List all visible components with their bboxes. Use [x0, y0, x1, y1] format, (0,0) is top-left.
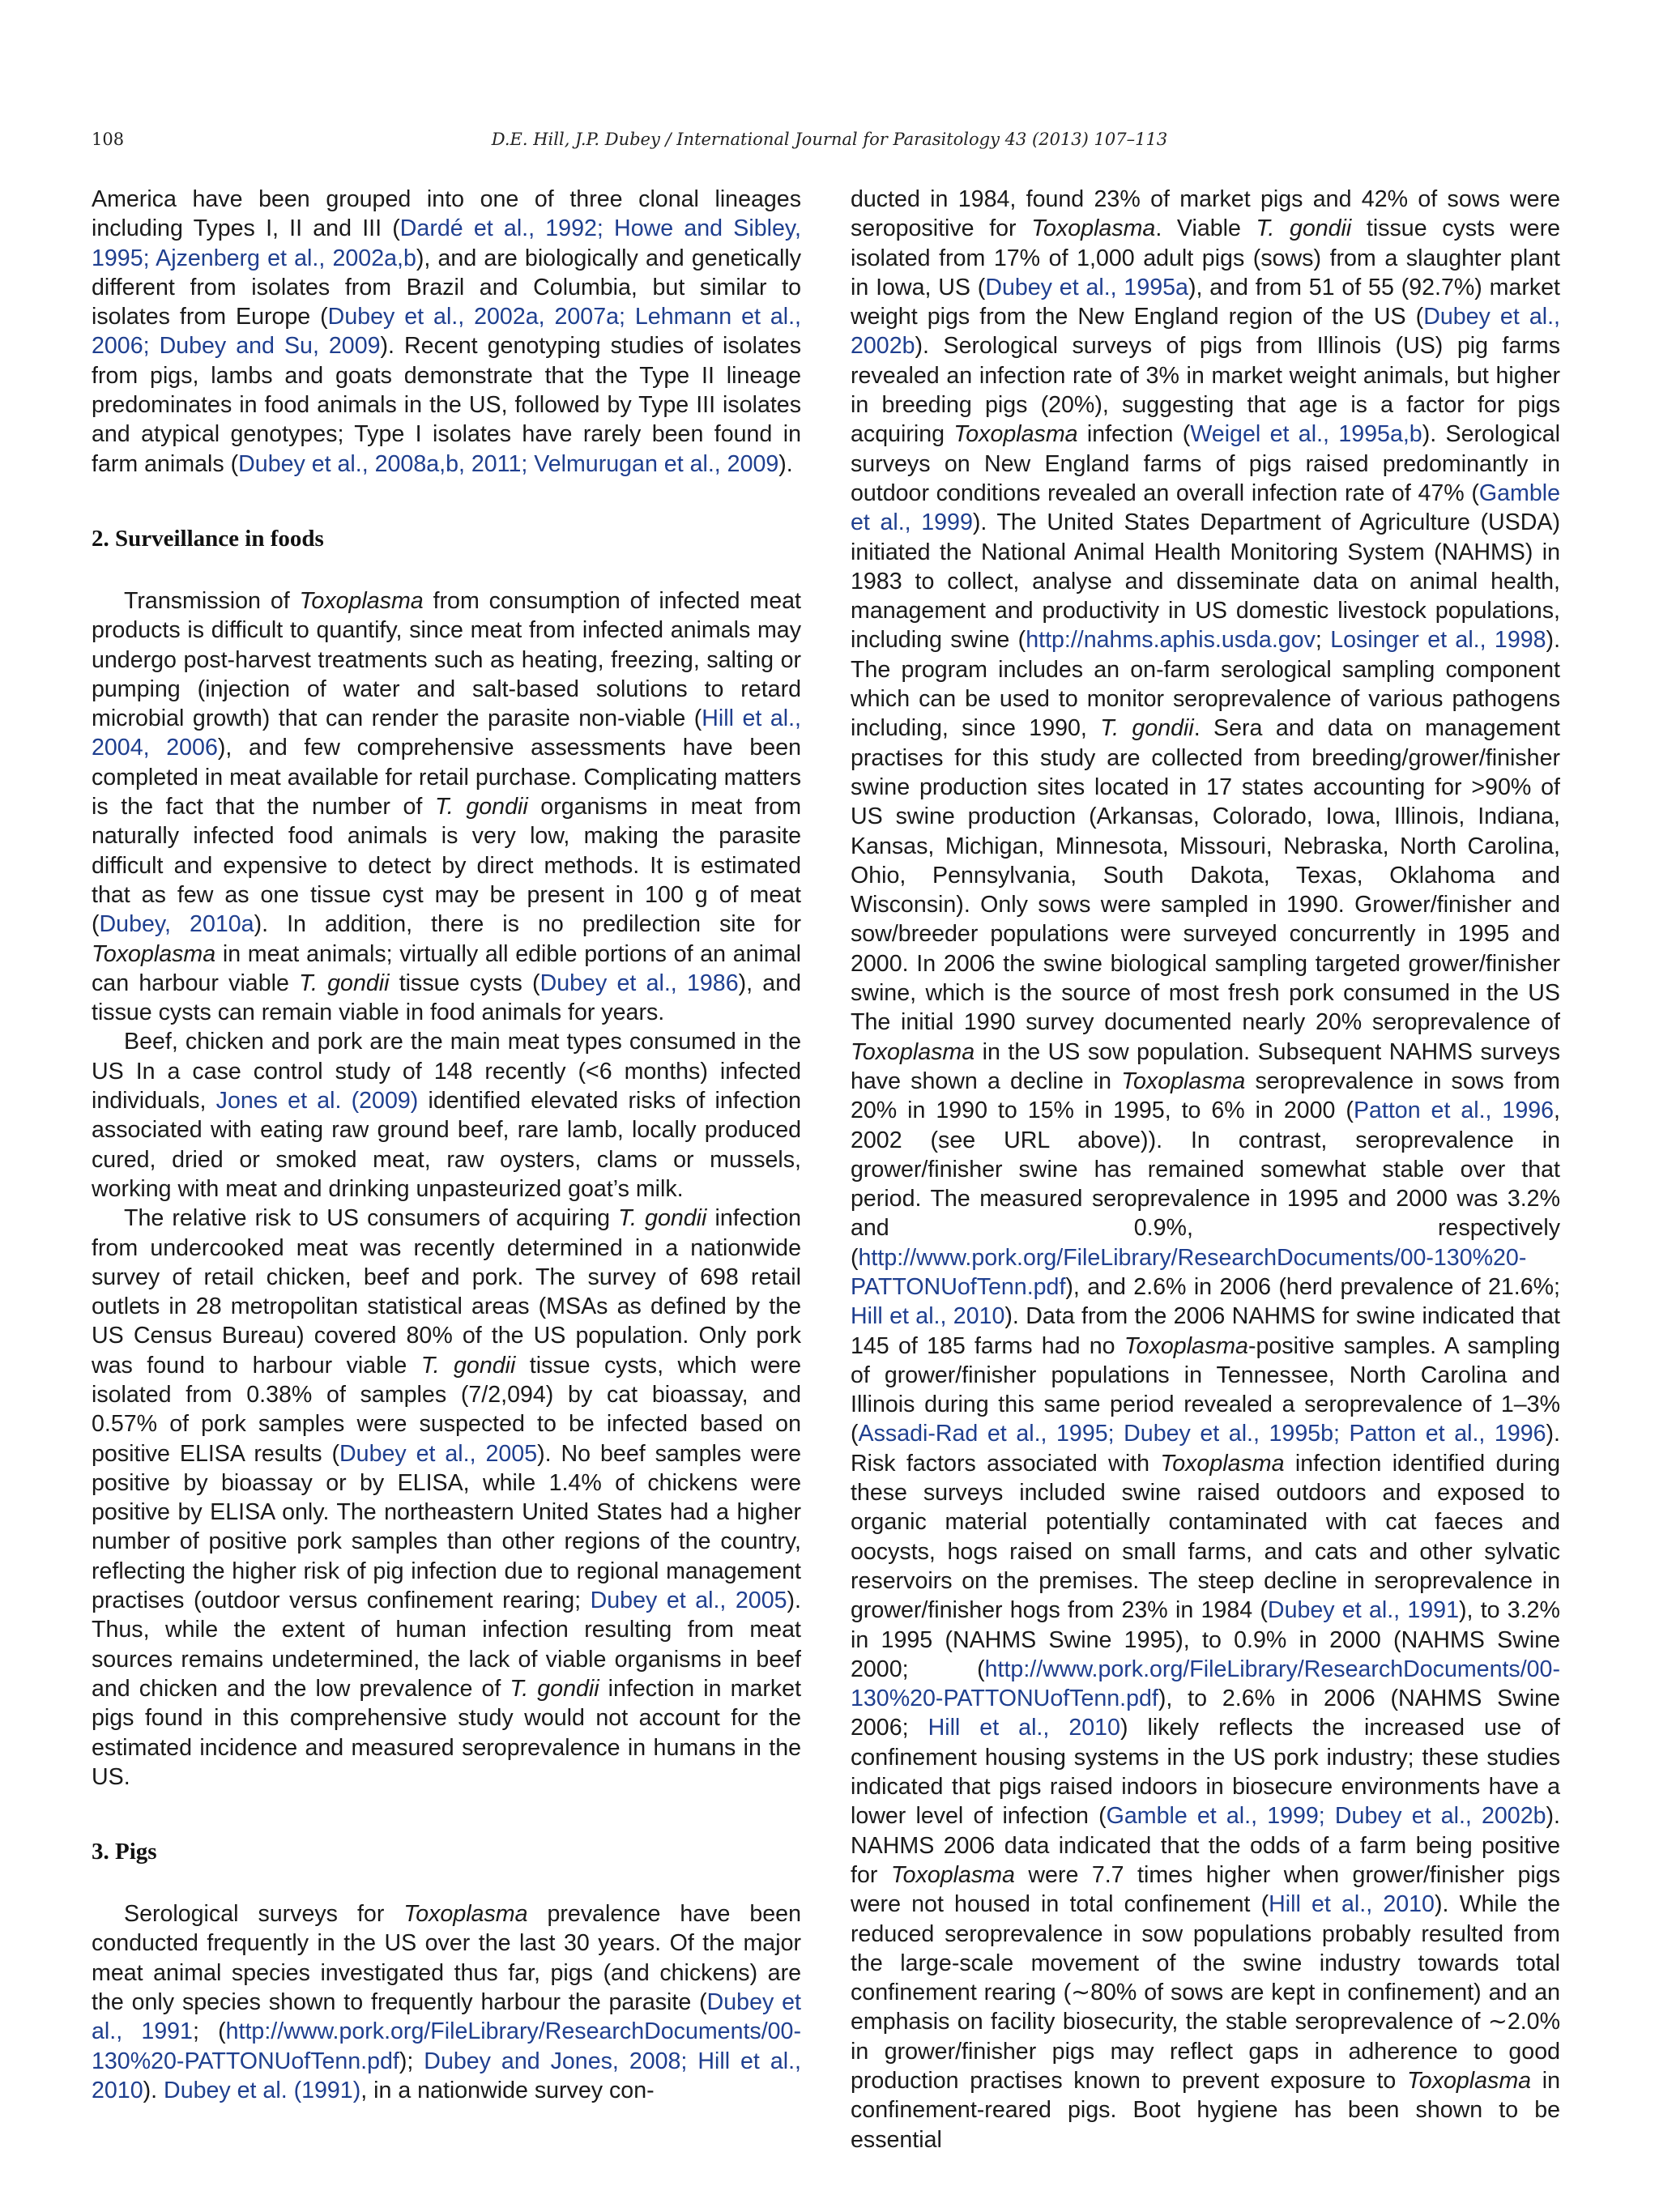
text-run: ). While the reduced seroprevalence in sow populations probably resulted from the large-scale movement of the swine industry towards total confinement rearing (∼80% of sows are kept in confinement) and an emphasis on facility biosecurity, the stable seroprevalence of ∼2.0% in grower/finisher pigs may reflect gaps in adherence to good production practises known to prevent exposure to	[851, 1891, 1561, 2094]
text-run: -positive samples. A sampling of grower/finisher populations in Tennessee, North Carolina and Illinois during this same period revealed a seroprevalence of 1–3% (	[851, 1332, 1560, 1447]
text-run: , in a nationwide survey con-	[360, 2077, 655, 2103]
italic-term: Toxoplasma	[1031, 215, 1156, 242]
italic-term: T. gondii	[618, 1205, 707, 1232]
text-run: ). Recent genotyping studies of isolates from pigs, lambs and goats demonstrate that the Type II lineage predominates in food animals in the US, followed by Type III isolates and atypical genotypes; Type I isolates have rarely been found in farm animals (	[92, 333, 801, 477]
text-run: );	[399, 2048, 424, 2074]
text-run: ; (	[192, 2018, 226, 2045]
text-run: ).	[143, 2077, 164, 2103]
text-run: ). No beef samples were positive by bioassay or by ELISA, while 1.4% of chickens were positive by ELISA only. The northeastern United States had a higher number of positive pork samples than other regions of the country, reflecting the higher risk of pig infection due to regional management practises (outdoor versus confinement rearing;	[92, 1440, 801, 1614]
text-run: ), to 3.2% in 1995 (NAHMS Swine 1995), to 0.9% in 2000 (NAHMS Swine 2000; (	[851, 1597, 1560, 1682]
citation-link[interactable]: Dubey, 2010a	[99, 911, 254, 938]
surveillance-paragraph-1	[92, 586, 801, 1027]
citation-link[interactable]: Weigel et al., 1995a,b	[1190, 421, 1422, 448]
text-run: in confinement-reared pigs. Boot hygiene has been shown to be essential	[851, 2068, 1560, 2153]
citation-link[interactable]: Assadi-Rad et al., 1995; Dubey et al., 1995b; Patton et al., 1996	[858, 1421, 1546, 1447]
citation-link[interactable]: Hill et al., 2004, 2006	[92, 705, 801, 761]
text-run: . Viable	[1155, 215, 1256, 242]
running-title: D.E. Hill, J.P. Dubey / International Journal for Parasitology 43 (2013) 107–113	[491, 130, 1168, 149]
text-run: ), to 2.6% in 2006 (NAHMS Swine 2006;	[851, 1686, 1560, 1741]
italic-term: Toxoplasma	[1406, 2068, 1532, 2094]
text-run: ), and from 51 of 55 (92.7%) market weight pigs from the New England region of the US (	[851, 274, 1560, 330]
citation-link[interactable]: http://nahms.aphis.usda.gov	[1026, 627, 1316, 654]
citation-link[interactable]: Patton et al., 1996	[1353, 1097, 1555, 1124]
text-run: The relative risk to US consumers of acquiring	[124, 1205, 619, 1232]
citation-link[interactable]: Hill et al., 2010	[1269, 1891, 1435, 1918]
text-run: were 7.7 times higher when grower/finisher pigs were not housed in total confinement (	[851, 1861, 1560, 1918]
italic-term: Toxoplasma	[299, 587, 424, 614]
page-header	[92, 130, 1567, 159]
italic-term: T. gondii	[420, 1352, 516, 1379]
text-run: ). Thus, while the extent of human infection resulting from meat sources remains undetermined, the lack of viable organisms in beef and chicken and the low prevalence of	[92, 1588, 801, 1702]
text-run: Serological surveys for	[124, 1901, 404, 1928]
text-run: from consumption of infected meat products is difficult to quantify, since meat from infected animals may undergo post-harvest treatments such as heating, freezing, salting or pumping (injection of water and salt-based solutions to retard microbial growth) that can render the parasite non-viable (	[92, 587, 801, 732]
text-run: ;	[1315, 627, 1331, 654]
citation-link[interactable]: Dubey et al., 2005	[590, 1588, 787, 1614]
text-run: ), and tissue cysts can remain viable in food animals for years.	[92, 970, 802, 1026]
citation-link[interactable]: http://www.pork.org/FileLibrary/ResearchDocuments/00-130%20-PATTONUofTenn.pdf	[851, 1656, 1560, 1712]
italic-term: Toxoplasma	[403, 1901, 528, 1928]
citation-link[interactable]: Hill et al., 2010	[851, 1303, 1005, 1330]
italic-term: Toxoplasma	[1124, 1332, 1248, 1359]
text-run: ducted in 1984, found 23% of market pigs and 42% of sows were seropositive for	[851, 186, 1560, 242]
citation-link[interactable]: http://www.pork.org/FileLibrary/ResearchDocuments/00-130%20-PATTONUofTenn.pdf	[92, 2018, 801, 2074]
text-run: ), and are biologically and genetically different from isolates from Brazil and Columbia, but similar to isolates from Europe (	[92, 245, 801, 330]
text-run: Transmission of	[124, 587, 300, 614]
text-run: Beef, chicken and pork are the main meat types consumed in the US In a case control study of 148 recently (<6 months) infected individuals,	[92, 1029, 801, 1115]
citation-link[interactable]: http://www.pork.org/FileLibrary/ResearchDocuments/00-130%20-PATTONUofTenn.pdf	[851, 1244, 1527, 1300]
text-run: ), and few comprehensive assessments have been completed in meat available for retail purchase. Complicating matters is the fact that the number of	[92, 735, 802, 820]
citation-link[interactable]: Dardé et al., 1992; Howe and Sibley, 1995; Ajzenberg et al., 2002a,b	[92, 215, 801, 271]
citation-link[interactable]: Dubey et al., 2005	[339, 1440, 538, 1467]
italic-term: T. gondii	[1256, 215, 1352, 242]
text-run: prevalence have been conducted frequently in the US over the last 30 years. Of the major meat animal species investigated thus far, pigs (and chickens) are the only species shown to frequently harbour the parasite (	[92, 1901, 801, 2016]
citation-link[interactable]: Dubey et al., 2002a, 2007a; Lehmann et al., 2006; Dubey and Su, 2009	[92, 304, 801, 360]
surveillance-paragraph-3	[92, 1204, 801, 1792]
text-run: . Sera and data on management practises for this study are collected from breeding/grower/finisher swine production sites located in 17 states accounting for >90% of US swine production (Arkansas, Colorado, Iowa, Illinois, Indiana, Kansas, Michigan, Minnesota, Missouri, Nebraska, North Carolina, Ohio, Pennsylvania, South Dakota, Texas, Oklahoma and Wisconsin). Only sows were sampled in 1990. Grower/finisher and sow/breeder populations were surveyed concurrently in 1995 and 2000. In 2006 the swine biological sampling targeted grower/finisher swine, which is the source of most fresh pork consumed in the US The initial 1990 survey documented nearly 20% seroprevalence of	[851, 715, 1561, 1036]
citation-link[interactable]: Dubey et al. (1991)	[164, 2077, 361, 2103]
citation-link[interactable]: Gamble et al., 1999; Dubey et al., 2002b	[1106, 1803, 1546, 1830]
section-heading-surveillance: 2. Surveillance in foods	[92, 525, 324, 552]
text-run: tissue cysts (	[389, 970, 540, 996]
italic-term: Toxoplasma	[1160, 1450, 1285, 1477]
citation-link[interactable]: Dubey et al., 1995a	[985, 274, 1188, 300]
text-run: infection identified during these surveys included swine raised outdoors and exposed to organic material potentially contaminated with cat faeces and oocysts, hogs raised on small farms, and cats and other sylvatic reservoirs on the premises. The steep decline in seroprevalence in grower/finisher hogs from 23% in 1984 (	[851, 1450, 1561, 1624]
citation-link[interactable]: Losinger et al., 1998	[1330, 627, 1546, 654]
surveillance-paragraph-2	[92, 1027, 801, 1204]
section-heading-pigs: 3. Pigs	[92, 1839, 157, 1865]
citation-link[interactable]: Dubey and Jones, 2008; Hill et al., 2010	[92, 2048, 801, 2103]
citation-link[interactable]: Hill et al., 2010	[928, 1715, 1120, 1741]
text-run: identified elevated risks of infection associated with eating raw ground beef, rare lamb, locally produced cured, dried or smoked meat, raw oysters, clams or mussels, working with meat and drinking unpasteurized goat’s milk.	[92, 1088, 801, 1202]
text-run: ). NAHMS 2006 data indicated that the odds of a farm being positive for	[851, 1803, 1560, 1888]
text-run: ). Serological surveys of pigs from Illinois (US) pig farms revealed an infection rate of 3% in market weight animals, but higher in breeding pigs (20%), suggesting that age is a factor for pigs acquiring	[851, 333, 1560, 448]
citation-link[interactable]: Dubey et al., 2002b	[851, 304, 1560, 360]
text-run: infection from undercooked meat was recently determined in a nationwide survey of retail chicken, beef and pork. The survey of 698 retail outlets in 28 metropolitan statistical areas (MSAs as defined by the US Census Bureau) covered 80% of the US population. Only pork was found to harbour viable	[92, 1205, 801, 1379]
page-number: 108	[92, 130, 125, 149]
text-run: ). Serological surveys on New England farms of pigs raised predominantly in outdoor conditions revealed an overall infection rate of 47% (	[851, 421, 1560, 506]
italic-term: Toxoplasma	[851, 1038, 975, 1065]
citation-link[interactable]: Dubey et al., 2008a,b, 2011; Velmurugan et al., 2009	[238, 450, 779, 477]
italic-term: Toxoplasma	[1121, 1068, 1246, 1094]
text-run: America have been grouped into one of three clonal lineages including Types I, II and III (	[92, 186, 801, 242]
text-run: in the US sow population. Subsequent NAHMS surveys have shown a decline in	[851, 1038, 1560, 1094]
text-run: ). The United States Department of Agriculture (USDA) initiated the National Animal Health Monitoring System (NAHMS) in 1983 to collect, analyse and disseminate data on animal health, management and productivity in US domestic livestock populations, including swine (	[851, 509, 1560, 654]
italic-term: T. gondii	[510, 1675, 599, 1702]
italic-term: T. gondii	[434, 794, 528, 820]
citation-link[interactable]: Dubey et al., 1991	[92, 1989, 801, 2045]
text-run: ). In addition, there is no predilection site for	[254, 911, 802, 938]
text-run: infection (	[1077, 421, 1191, 448]
text-run: tissue cysts, which were isolated from 0.38% of samples (7/2,094) by cat bioassay, and 0.57% of pork samples were suspected to be infected based on positive ELISA results (	[92, 1352, 801, 1467]
italic-term: T. gondii	[299, 970, 390, 996]
intro-paragraph	[92, 185, 801, 479]
text-run: organisms in meat from naturally infected food animals is very low, making the parasite difficult and expensive to detect by direct methods. It is estimated that as few as one tissue cyst may be present in 100 g of meat (	[92, 794, 802, 938]
italic-term: Toxoplasma	[890, 1861, 1015, 1888]
citation-link[interactable]: Dubey et al., 1991	[1267, 1597, 1459, 1624]
text-run: ). Data from the 2006 NAHMS for swine indicated that 145 of 185 farms had no	[851, 1303, 1560, 1359]
italic-term: Toxoplasma	[953, 421, 1078, 448]
italic-term: T. gondii	[1100, 715, 1194, 742]
text-run: ). Risk factors associated with	[851, 1421, 1560, 1477]
text-run: ) likely reflects the increased use of confinement housing systems in the US pork industry; these studies indicated that pigs raised indoors in biosecure environments have a lower level of infection (	[851, 1715, 1560, 1830]
right-column	[851, 185, 1560, 2154]
text-run: ).	[778, 450, 793, 477]
text-run: seroprevalence in sows from 20% in 1990 to 15% in 1995, to 6% in 2000 (	[851, 1068, 1561, 1124]
text-run: in meat animals; virtually all edible portions of an animal can harbour viable	[92, 940, 801, 996]
pigs-paragraph-1	[92, 1899, 801, 2105]
citation-link[interactable]: Gamble et al., 1999	[851, 479, 1560, 536]
text-run: infection in market pigs found in this comprehensive study would not account for the estimated incidence and measured seroprevalence in humans in the US.	[92, 1675, 802, 1790]
text-run: , 2002 (see URL above)). In contrast, seroprevalence in grower/finisher swine has remained somewhat stable over that period. The measured seroprevalence in 1995 and 2000 was 3.2% and 0.9%, respectively (	[851, 1097, 1560, 1271]
citation-link[interactable]: Dubey et al., 1986	[539, 970, 739, 996]
text-run: tissue cysts were isolated from 17% of 1,000 adult pigs (sows) from a slaughter plant in Iowa, US (	[851, 215, 1560, 300]
text-run: ). The program includes an on-farm serological sampling component which can be used to monitor seroprevalence of various pathogens including, since 1990,	[851, 627, 1561, 742]
left-column	[92, 185, 801, 2105]
pigs-paragraph-continued	[851, 185, 1560, 2154]
citation-link[interactable]: Jones et al. (2009)	[215, 1088, 419, 1115]
text-run: ), and 2.6% in 2006 (herd prevalence of 21.6%;	[1065, 1273, 1560, 1300]
italic-term: Toxoplasma	[92, 940, 216, 967]
